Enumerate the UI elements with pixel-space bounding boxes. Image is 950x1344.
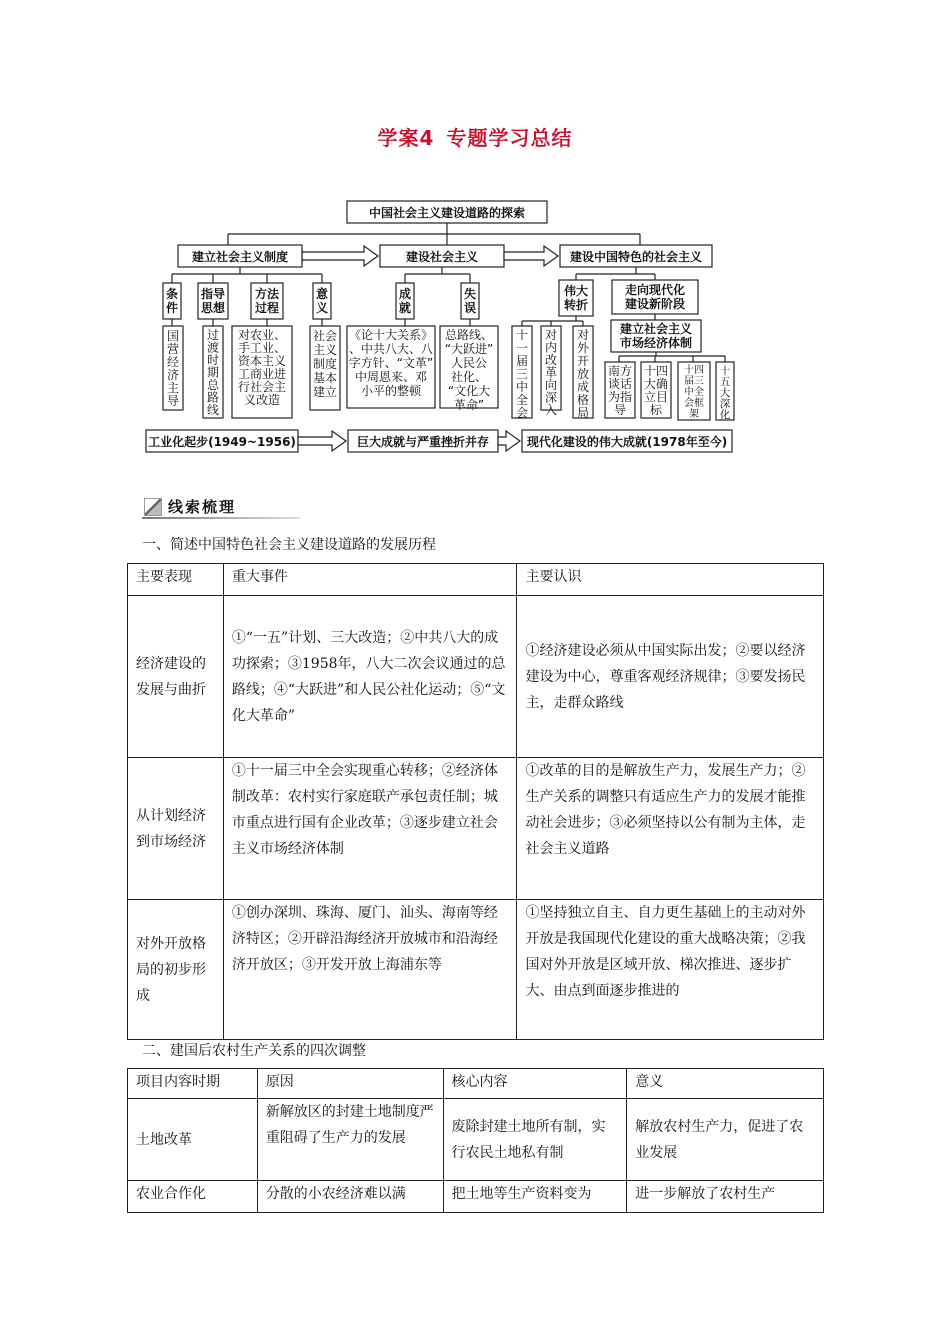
stage3-right: 走向现代化建设新阶段: [624, 283, 686, 311]
stage3-left-connector: [522, 316, 583, 326]
section-marker-icon: [144, 498, 162, 516]
stage2-label: 建设社会主义: [405, 250, 479, 264]
stage1-connector: [172, 267, 322, 283]
stage1-detail-connectors: [172, 319, 322, 326]
table2-cell: 新解放区的封建土地制度严重阻碍了生产力的发展: [257, 1099, 443, 1181]
table2-cell: 土地改革: [128, 1099, 258, 1181]
stage1-detail-1: 国营经济主导: [166, 329, 180, 408]
stage1-label: 建立社会主义制度: [191, 250, 289, 264]
stage1-cat-4: 意义: [315, 287, 329, 315]
table-row: [128, 1099, 824, 1181]
title-main: 专题学习总结: [446, 126, 573, 150]
stage2-cat-2: 失误: [463, 287, 477, 315]
stage2-connector: [405, 267, 470, 283]
stage3-right-detail-connector: [619, 352, 725, 362]
subheading-2: 二、建国后农村生产关系的四次调整: [142, 1043, 366, 1059]
stage1-cat-3: 方法过程: [254, 287, 280, 315]
stage3-right-detail-2: 十四大确立目标: [643, 364, 669, 417]
table-row: [128, 900, 824, 1040]
stage3-right-detail-4: 十五大深化: [719, 365, 731, 421]
table2-header-4: 意义: [627, 1069, 824, 1099]
stage3-left-detail-2: 对内改革向深入: [544, 328, 558, 417]
table-row: [128, 596, 824, 758]
stage1-detail-4: 社会主义制度基本建立: [312, 329, 338, 399]
table1-cell: ①经济建设必须从中国实际出发；②要以经济建设为中心，尊重客观经济规律；③要发扬民主，走群众路线: [517, 596, 824, 758]
stage2-detail-connectors: [405, 319, 470, 326]
root-connector: [228, 223, 640, 245]
table2-header-1: 项目内容时期: [128, 1069, 258, 1099]
table2-cell: 把土地等生产资料变为: [443, 1181, 627, 1213]
table2-header-3: 核心内容: [443, 1069, 627, 1099]
bottom-label-2: 巨大成就与严重挫折并存: [356, 435, 490, 449]
section-label: 线索梳理: [168, 498, 237, 516]
table-row: [128, 758, 824, 900]
table1-header-3: 主要认识: [517, 564, 824, 596]
table1-cell: 经济建设的发展与曲折: [128, 596, 224, 758]
table-row: [128, 1181, 824, 1213]
table1-header-1: 主要表现: [128, 564, 224, 596]
table2-header-2: 原因: [257, 1069, 443, 1099]
table1-cell: 对外开放格局的初步形成: [128, 900, 224, 1040]
stage1-cat-1: 条件: [165, 287, 179, 315]
stage3-left-detail-3: 对外开放成格局: [576, 328, 590, 420]
stage1-detail-2: 过渡时期总路线: [206, 328, 220, 417]
stage2-cat-1: 成就: [398, 287, 412, 315]
stage3-right-detail-1: 南方谈话为指导: [607, 364, 633, 417]
table1-cell: ①创办深圳、珠海、厦门、汕头、海南等经济特区；②开辟沿海经济开放城市和沿海经济开放区；③开发开放上海浦东等: [223, 900, 517, 1040]
bottom-label-3: 现代化建设的伟大成就(1978年至今): [526, 435, 728, 449]
stage1-detail-3: 对农业、手工业、资本主义工商业进行社会主义改造: [237, 328, 287, 407]
stage3-right-sub: 建立社会主义市场经济体制: [619, 322, 693, 350]
table1-cell: ①十一届三中全会实现重心转移；②经济体制改革：农村实行家庭联产承包责任制；城市重点进行国有企业改革；③逐步建立社会主义市场经济体制: [223, 758, 517, 900]
section-heading: [142, 496, 300, 522]
table2-cell: 解放农村生产力，促进了农业发展: [627, 1099, 824, 1181]
arrow-bottom-1: [298, 431, 346, 451]
table2-cell: 进一步解放了农村生产: [627, 1181, 824, 1213]
diagram-root: 中国社会主义建设道路的探索: [368, 206, 526, 220]
stage2-detail-2: 总路线、“大跃进”人民公社化、“文化大革命”: [444, 328, 494, 412]
table1-cell: ①改革的目的是解放生产力，发展生产力；②生产关系的调整只有适应生产力的发展才能推动社会进步；③必须坚持以公有制为主体，走社会主义道路: [517, 758, 824, 900]
table2-cell: 农业合作化: [128, 1181, 258, 1213]
table1-cell: 从计划经济到市场经济: [128, 758, 224, 900]
table-development-history: [127, 563, 824, 1040]
stage3-right-detail-3: 十四届三中全会框架: [684, 365, 704, 420]
table-rural-relations: [127, 1068, 824, 1213]
arrow-stage2-3: [504, 246, 558, 266]
concept-diagram: [0, 190, 950, 460]
table1-cell: ①坚持独立自主、自力更生基础上的主动对外开放是我国现代化建设的重大战略决策；②我国对外开放是区域开放、梯次推进、逐步扩大、由点到面逐步推进的: [517, 900, 824, 1040]
subheading-1: 一、简述中国特色社会主义建设道路的发展历程: [142, 537, 436, 553]
table1-cell: ①“一五”计划、三大改造；②中共八大的成功探索；③1958年，八大二次会议通过的总路线；④“大跃进”和人民公社化运动；⑤“文化大革命”: [223, 596, 517, 758]
arrow-bottom-2: [498, 431, 520, 451]
arrow-stage1-2: [302, 246, 378, 266]
table1-header-2: 重大事件: [223, 564, 517, 596]
stage3-label: 建设中国特色的社会主义: [569, 250, 703, 264]
stage1-cat-2: 指导思想: [200, 287, 226, 315]
table2-cell: 分散的小农经济难以满: [257, 1181, 443, 1213]
page-title: [0, 122, 950, 151]
table2-cell: 废除封建土地所有制，实行农民土地私有制: [443, 1099, 627, 1181]
stage3-connector: [576, 267, 655, 280]
stage3-left: 伟大转折: [563, 284, 589, 312]
section-underline: [142, 517, 300, 519]
title-prefix: 学案4: [377, 126, 435, 150]
bottom-label-1: 工业化起步(1949~1956): [148, 435, 296, 449]
stage3-left-detail-1: 十一届三中全会: [515, 328, 529, 420]
stage2-detail-1: 《论十大关系》、中共八大、八字方针、“文革”中周恩来、邓小平的整顿: [348, 328, 434, 398]
